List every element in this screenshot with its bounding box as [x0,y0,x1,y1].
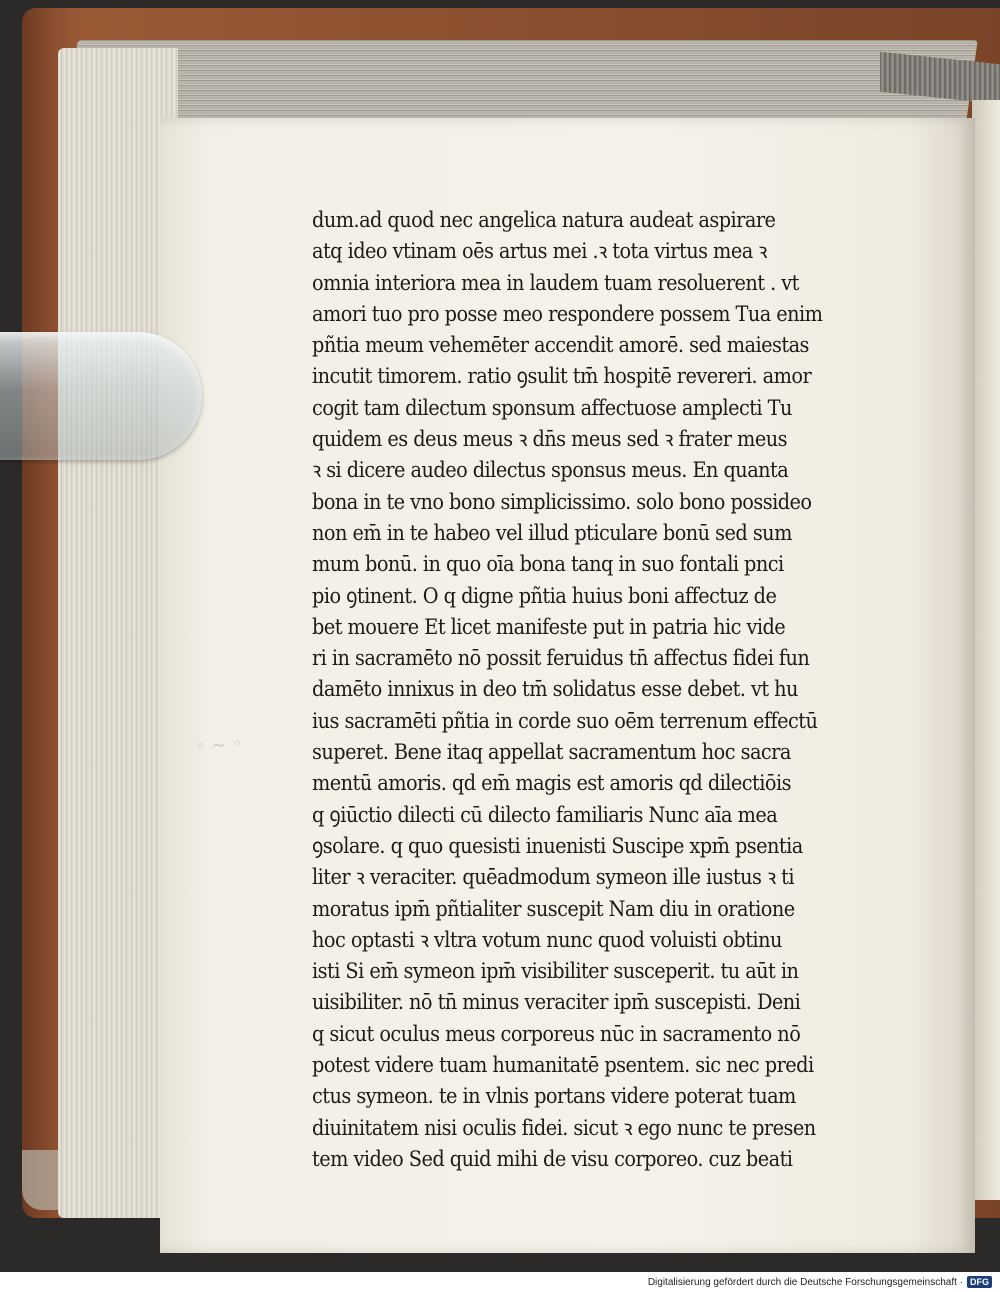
text-line: pñtia meum vehemēter accendit amorē. sed maiestas [312,333,809,358]
text-line: omnia interiora mea in laudem tuam resoluerent . vt [312,270,799,295]
text-line: hoc optasti ꝛ vltra votum nunc quod voluisti obtinu [312,927,782,952]
text-line: uisibiliter. nō tn̄ minus veraciter ipm̄ suscepisti. Deni [312,990,801,1015]
glass-page-holder [0,332,202,460]
text-line: mum bonū. in quo oīa bona tanq in suo fontali pnci [312,552,784,577]
text-line: potest videre tuam humanitatē psentem. sic nec predi [312,1053,814,1078]
text-line: q ꝯiūctio dilecti cū dilecto familiaris Nunc aīa mea [312,802,778,827]
text-line: ri in sacramēto nō possit feruidus tn̄ affectus fidei fun [312,646,810,671]
text-line: q sicut oculus meus corporeus nūc in sacramento nō [312,1021,801,1046]
text-line: pio ꝯtinent. O q digne pñtia huius boni affectuz de [312,583,777,608]
text-line: ꝯsolare. q quo quesisti inuenisti Suscipe xpm̄ psentia [312,833,803,858]
text-line: ius sacramēti pñtia in corde suo oēm terrenum effectū [312,708,818,733]
text-line: quidem es deus meus ꝛ dn̄s meus sed ꝛ frater meus [312,427,787,452]
text-line: dum.ad quod nec angelica natura audeat aspirare [312,208,776,232]
text-block [312,205,910,1175]
dfg-logo: DFG [967,1276,992,1288]
footer-credit: Digitalisierung gefördert durch die Deutsche Forschungsgemeinschaft · [647,1276,963,1288]
text-line: amori tuo pro posse meo respondere possem Tua enim [312,301,823,326]
text-line: isti Si em̄ symeon ipm̄ visibiliter susceperit. tu aūt in [312,959,799,984]
text-line: cogit tam dilectum sponsum affectuose amplecti Tu [312,395,792,420]
text-line: diuinitatem nisi oculis fidei. sicut ꝛ ego nunc te presen [312,1115,816,1140]
text-line: ctus symeon. te in vlnis portans videre poterat tuam [312,1084,796,1109]
text-line: bona in te vno bono simplicissimo. solo bono possideo [312,489,812,514]
facing-page-edge [972,100,1000,1200]
text-line: tem video Sed quid mihi de visu corporeo. cuz beati [312,1146,793,1171]
text-line: non em̄ in te habeo vel illud pticulare bonū sed sum [312,520,792,545]
footer-bar [0,1272,1000,1292]
text-line: moratus ipm̄ pñtialiter suscepit Nam diu in oratione [312,896,795,921]
text-line: atq ideo vtinam oēs artus mei .ꝛ tota virtus mea ꝛ [312,239,767,264]
text-line: superet. Bene itaq appellat sacramentum hoc sacra [312,740,791,765]
text-line: ꝛ si dicere audeo dilectus sponsus meus. En quanta [312,458,789,483]
text-line: mentū amoris. qd em̄ magis est amoris qd dilectiōis [312,771,791,796]
faded-marginal-mark: ◦ ~ ◦ [194,733,244,758]
text-line: incutit timorem. ratio ꝯsulit tm̄ hospitē revereri. amor [312,364,812,389]
text-line: liter ꝛ veraciter. quēadmodum symeon ille iustus ꝛ ti [312,865,794,890]
text-line: damēto innixus in deo tm̄ solidatus esse debet. vt hu [312,677,798,702]
text-line: bet mouere Et licet manifeste put in patria hic vide [312,614,786,639]
